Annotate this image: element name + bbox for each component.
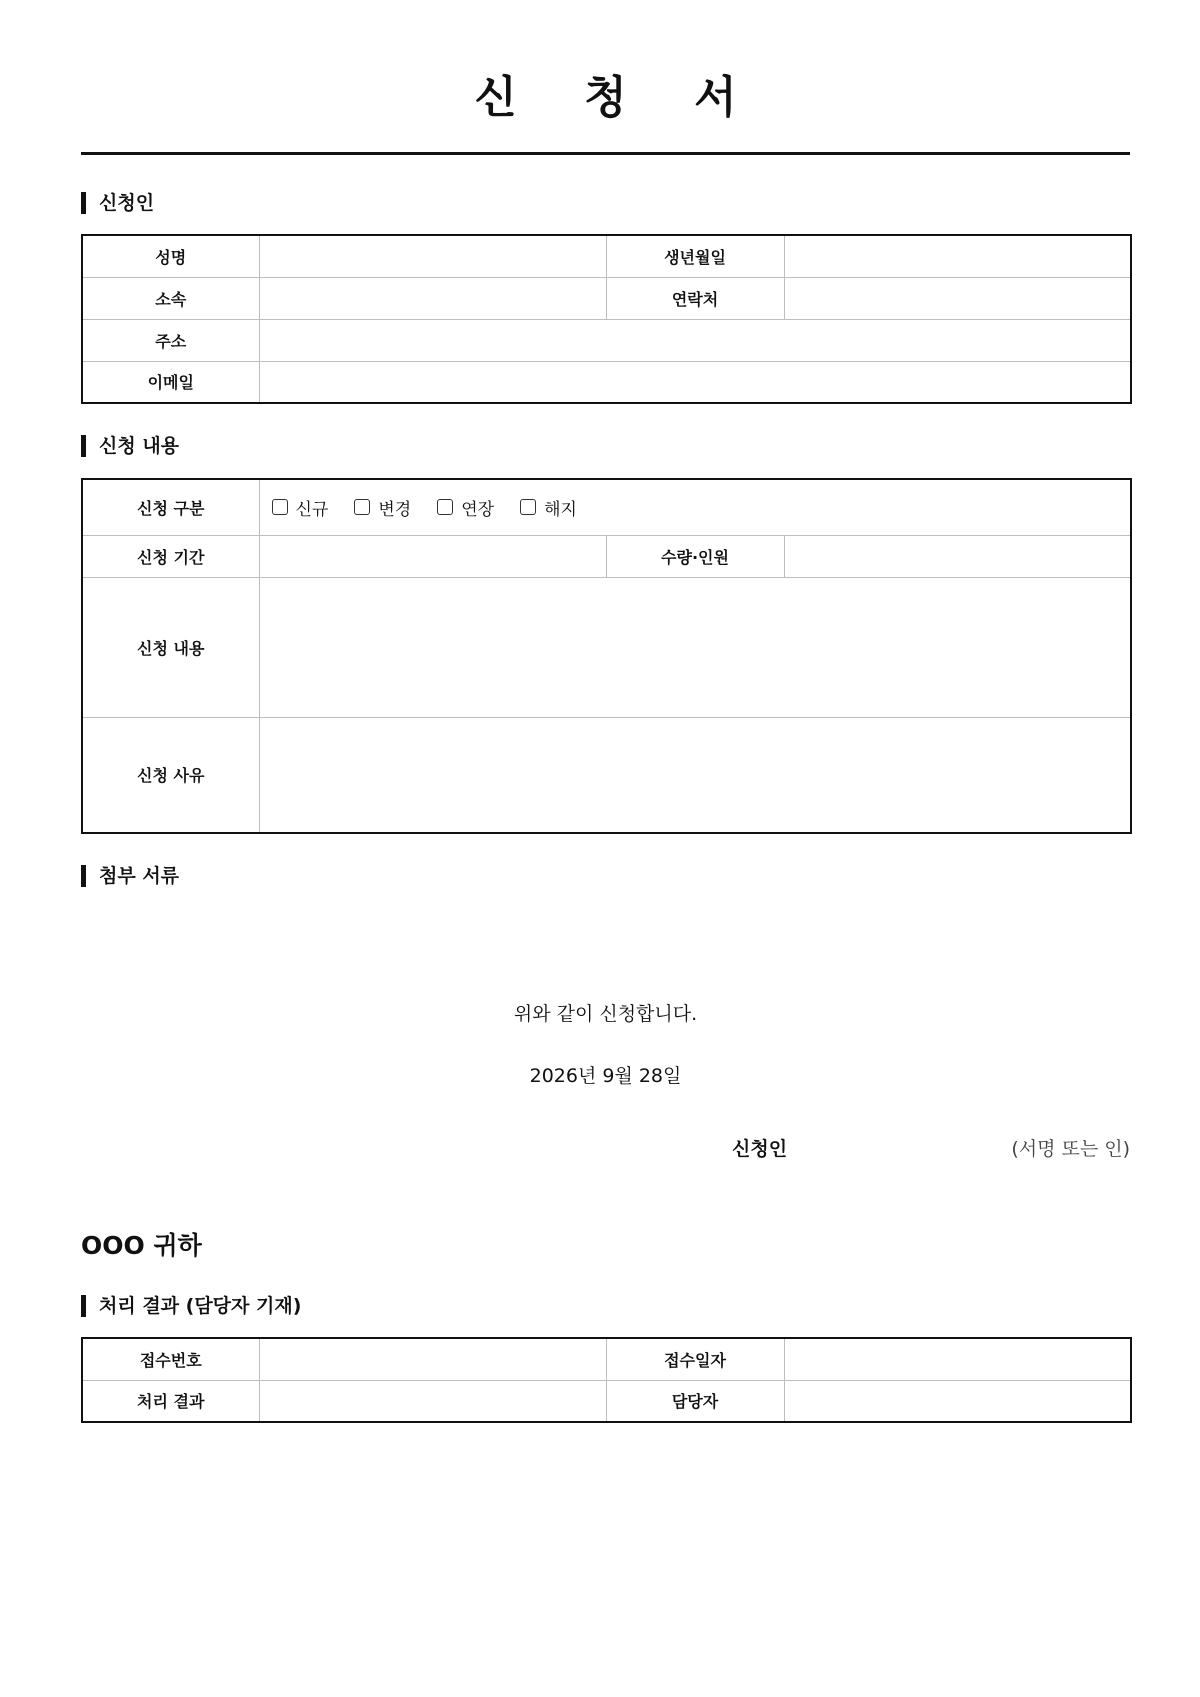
signature-label: 신청인 — [732, 1138, 788, 1160]
label-reason: 신청 사유 — [82, 717, 259, 833]
label-quantity: 수량·인원 — [606, 535, 784, 577]
signature-hint: (서명 또는 인) — [1011, 1138, 1130, 1160]
table-row — [82, 577, 1131, 717]
label-affiliation: 소속 — [82, 277, 259, 319]
birth-field[interactable] — [784, 235, 1131, 277]
label-address: 주소 — [82, 319, 259, 361]
application-statement: 위와 같이 신청합니다. — [513, 1003, 698, 1025]
label-result: 처리 결과 — [82, 1380, 259, 1422]
section-heading-applicant: 신청인 — [81, 191, 154, 215]
result-field[interactable] — [259, 1380, 606, 1422]
category-checkbox-group — [272, 495, 1119, 520]
receipt-date-field[interactable] — [784, 1338, 1131, 1380]
label-category: 신청 구분 — [82, 479, 259, 535]
category-option-label: 변경 — [378, 499, 412, 520]
label-email: 이메일 — [82, 361, 259, 403]
category-option-extend[interactable] — [437, 495, 494, 520]
checkbox-cancel[interactable] — [520, 499, 536, 515]
title-divider — [81, 152, 1130, 155]
section-heading-request: 신청 내용 — [81, 434, 179, 458]
email-field[interactable] — [259, 361, 1131, 403]
category-option-change[interactable] — [354, 495, 411, 520]
table-row — [82, 319, 1131, 361]
contact-field[interactable] — [784, 277, 1131, 319]
name-field[interactable] — [259, 235, 606, 277]
table-row — [82, 717, 1131, 833]
label-contact: 연락처 — [606, 277, 784, 319]
checkbox-change[interactable] — [354, 499, 370, 515]
quantity-field[interactable] — [784, 535, 1131, 577]
checkbox-extend[interactable] — [437, 499, 453, 515]
section-heading-attachments: 첨부 서류 — [81, 864, 179, 888]
label-period: 신청 기간 — [82, 535, 259, 577]
category-option-cancel[interactable] — [520, 495, 577, 520]
table-row — [82, 277, 1131, 319]
category-option-new[interactable] — [272, 495, 329, 520]
label-receipt-date: 접수일자 — [606, 1338, 784, 1380]
label-birth: 생년월일 — [606, 235, 784, 277]
label-officer: 담당자 — [606, 1380, 784, 1422]
category-option-label: 해지 — [544, 499, 577, 520]
content-field[interactable] — [259, 577, 1131, 717]
table-row — [82, 479, 1131, 535]
affiliation-field[interactable] — [259, 277, 606, 319]
category-option-label: 연장 — [461, 499, 495, 520]
table-row — [82, 235, 1131, 277]
table-row — [82, 1338, 1131, 1380]
label-receipt-no: 접수번호 — [82, 1338, 259, 1380]
document-title: 신 청 서 — [474, 72, 763, 123]
recipient: OOO 귀하 — [81, 1231, 202, 1260]
officer-field[interactable] — [784, 1380, 1131, 1422]
processing-table — [81, 1337, 1132, 1423]
category-option-label: 신규 — [295, 499, 329, 520]
table-row — [82, 535, 1131, 577]
table-row — [82, 1380, 1131, 1422]
table-row — [82, 361, 1131, 403]
reason-field[interactable] — [259, 717, 1131, 833]
period-field[interactable] — [259, 535, 606, 577]
address-field[interactable] — [259, 319, 1131, 361]
application-date: 2026년 9월 28일 — [529, 1065, 682, 1087]
checkbox-new[interactable] — [272, 499, 288, 515]
category-field — [259, 479, 1131, 535]
applicant-table — [81, 234, 1132, 404]
label-name: 성명 — [82, 235, 259, 277]
request-table — [81, 478, 1132, 834]
label-content: 신청 내용 — [82, 577, 259, 717]
section-heading-processing: 처리 결과 (담당자 기재) — [81, 1294, 301, 1318]
receipt-no-field[interactable] — [259, 1338, 606, 1380]
